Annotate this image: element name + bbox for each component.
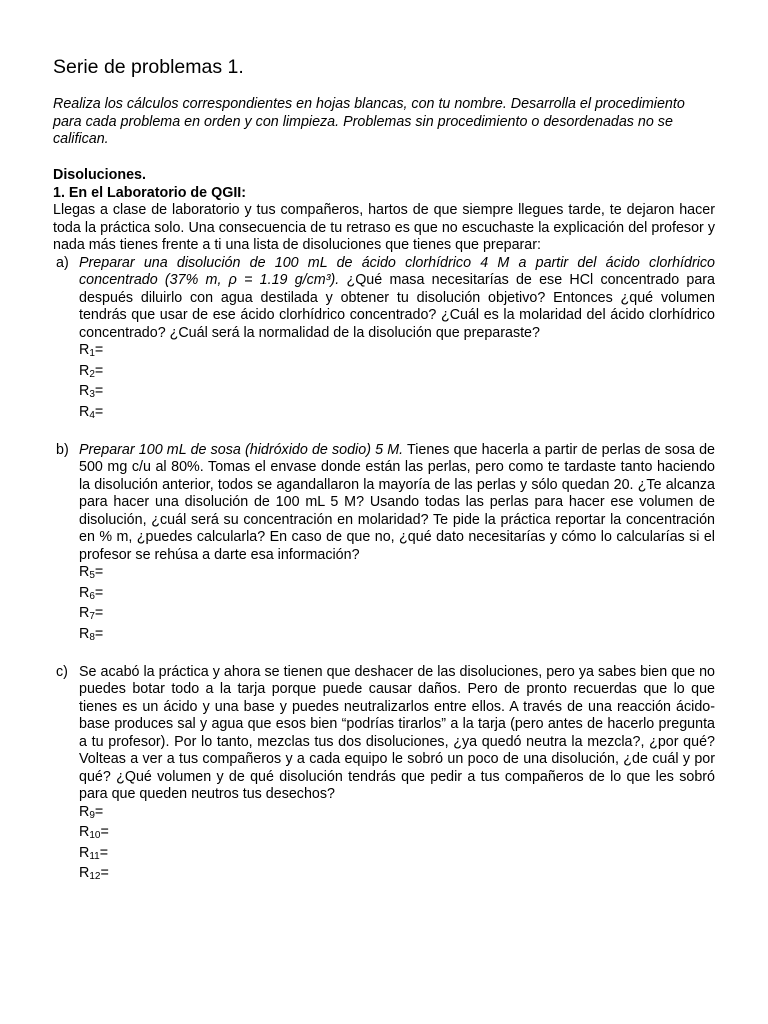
answer-line: $R_2=$ [79,362,104,380]
answer-line: $R_1=$ [79,342,104,359]
item-text [79,255,715,343]
item-marker: c) [56,663,68,680]
answer-line: $R_4=$ [79,403,104,421]
item-lead: Preparar 100 mL de sosa (hidróxido de sodio) 5 M. [79,441,404,458]
answer-line: $R_7=$ [79,605,104,622]
answer-line: $R_{10}=$ [79,824,109,841]
item-text [79,442,715,565]
problem-item-c [53,664,715,804]
item-marker: b) [56,441,69,458]
spacer [53,646,715,664]
answer-line: $R_8=$ [79,625,104,643]
spacer [53,424,715,442]
problem-heading: 1. En el Laboratorio de QGII: [53,184,247,201]
item-text [79,664,715,804]
instructions: Realiza los cálculos correspondientes en hojas blancas, con tu nombre. Desarrolla el procedimiento para cada problema en orden y con limpieza. Problemas sin procedimiento o desordenadas no se califican. [53,96,685,147]
item-lead: Preparar una disolución de 100 mL de ácido clorhídrico 4 M a partir del ácido clorhídrico concentrado (37% m, ρ = 1.19 g/cm³). [79,254,715,288]
problem-item-a [53,255,715,343]
item-body: ¿Qué masa necesitarías de ese HCl concentrado para después diluirlo con agua destilada y obtener tu disolución objetivo? Entonces ¿qué volumen tendrás que usar de ese ácido clorhídrico concentrado? ¿Cuál es la molaridad del ácido clorhídrico concentrado? ¿Cuál será la normalidad de la disolución que preparaste? [79,272,715,341]
answer-line: $R_3=$ [79,383,104,400]
answer-line: $R_6=$ [79,584,104,602]
problem-item-b [53,442,715,565]
answer-line: $R_{11}=$ [79,844,109,862]
answer-line: $R_{12}=$ [79,865,109,882]
section-heading: Disoluciones. [53,167,146,183]
item-marker: a) [56,254,69,271]
page-title: Serie de problemas 1. [53,56,244,78]
answer-line: $R_5=$ [79,564,104,581]
problem-set [53,167,715,886]
answer-line: $R_9=$ [79,803,104,821]
item-body: Tienes que hacerla a partir de perlas de sosa de 500 mg c/u al 80%. Tomas el envase donde están las perlas, pero como te tardaste tanto haciendo la disolución anterior, todos se agandallaron la mayoría de las perlas y sólo quedan 20. ¿Te alcanza para hacer una disolución de 100 mL 5 M? Usando todas las perlas para hacer ese volumen de disolución, ¿cuál será su concentración en molaridad? Te pide la práctica reportar la concentración en % m, ¿puedes calcularla? En caso de que no, ¿qué dato necesitarías y cómo lo calcularías si el profesor se rehúsa a darte esa información? [79,441,716,563]
item-body: Se acabó la práctica y ahora se tienen que deshacer de las disoluciones, pero ya sabes bien que no puedes botar todo a la tarja porque puede causar daños. Pero de pronto recuerdas que lo que tienes es un ácido y una base y puedes neutralizarlos entre ellos. A través de una reacción ácido-base produces sal y agua que esos bien “podrías tirarlos” a la tarja (pero antes de hacerlo pregunta a tu profesor). Por lo tanto, mezclas tus dos disoluciones, ¿ya quedó neutra la mezcla?, ¿por qué? Volteas a ver a tus compañeros y a cada equipo le sobró un poco de una disolución, ¿de cuál y por qué? ¿Qué volumen y de qué disolución tendrás que pedir a tus compañeros de lo que les sobró para que queden neutros tus desechos? [79,663,715,802]
problem-intro: Llegas a clase de laboratorio y tus compañeros, hartos de que siempre llegues tarde, te dejaron hacer toda la práctica solo. Una consecuencia de tu retraso es que no escuchaste la explicación del profesor y nada más tienes frente a ti una lista de disoluciones que tienes que preparar: [53,202,715,253]
